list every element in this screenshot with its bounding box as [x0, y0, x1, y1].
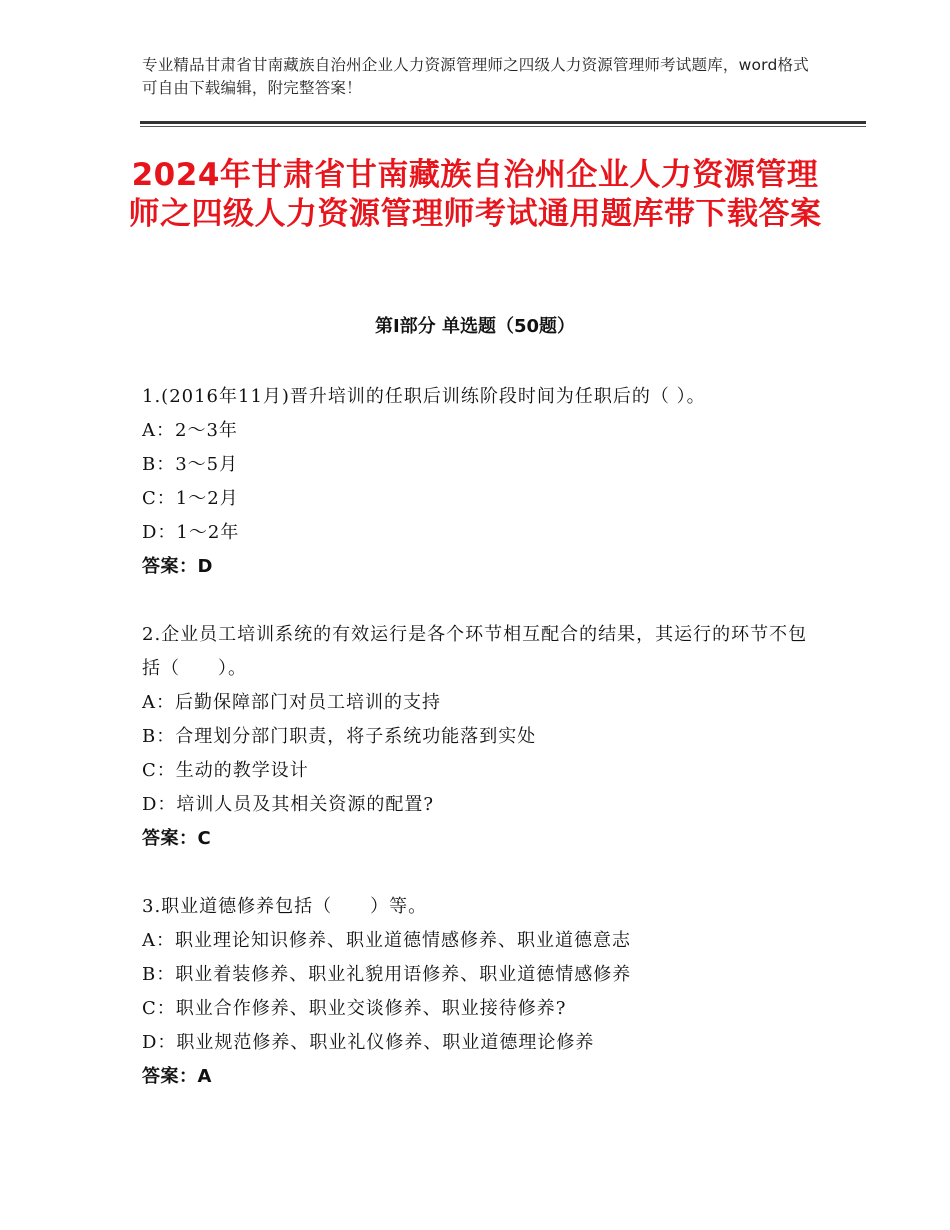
question-stem: 2.企业员工培训系统的有效运行是各个环节相互配合的结果，其运行的环节不包括（ ）。	[142, 624, 808, 679]
answer-label: 答案：A	[142, 1066, 212, 1087]
question-stem: 1.(2016年11月)晋升培训的任职后训练阶段时间为任职后的（ ）。	[142, 386, 706, 407]
option-d: D：1～2年	[142, 522, 240, 543]
document-title: 2024年甘肃省甘南藏族自治州企业人力资源管理师之四级人力资源管理师考试通用题库带下载答案	[128, 157, 822, 232]
option-b: B：职业着装修养、职业礼貌用语修养、职业道德情感修养	[142, 964, 632, 985]
question-3	[142, 890, 822, 1094]
option-b: B：3～5月	[142, 454, 239, 475]
question-stem: 3.职业道德修养包括（ ）等。	[142, 896, 428, 917]
section-title: 第Ⅰ部分 单选题（50题）	[374, 316, 575, 337]
option-b: B：合理划分部门职责，将子系统功能落到实处	[142, 726, 537, 747]
option-a: A：职业理论知识修养、职业道德情感修养、职业道德意志	[142, 930, 631, 951]
option-d: D：培训人员及其相关资源的配置?	[142, 794, 435, 815]
question-2	[142, 618, 822, 856]
header-divider-thin	[140, 126, 866, 127]
option-a: A：后勤保障部门对员工培训的支持	[142, 692, 441, 713]
option-c: C：职业合作修养、职业交谈修养、职业接待修养?	[142, 998, 567, 1019]
header-note: 专业精品甘肃省甘南藏族自治州企业人力资源管理师之四级人力资源管理师考试题库，word格式可自由下载编辑，附完整答案！	[142, 56, 809, 97]
answer-label: 答案：C	[142, 828, 212, 849]
question-1	[142, 380, 822, 584]
option-a: A：2～3年	[142, 420, 238, 441]
answer-label: 答案：D	[142, 556, 213, 577]
option-c: C：1～2月	[142, 488, 239, 509]
option-d: D：职业规范修养、职业礼仪修养、职业道德理论修养	[142, 1032, 595, 1053]
header-divider-thick	[140, 121, 866, 124]
option-c: C：生动的教学设计	[142, 760, 309, 781]
